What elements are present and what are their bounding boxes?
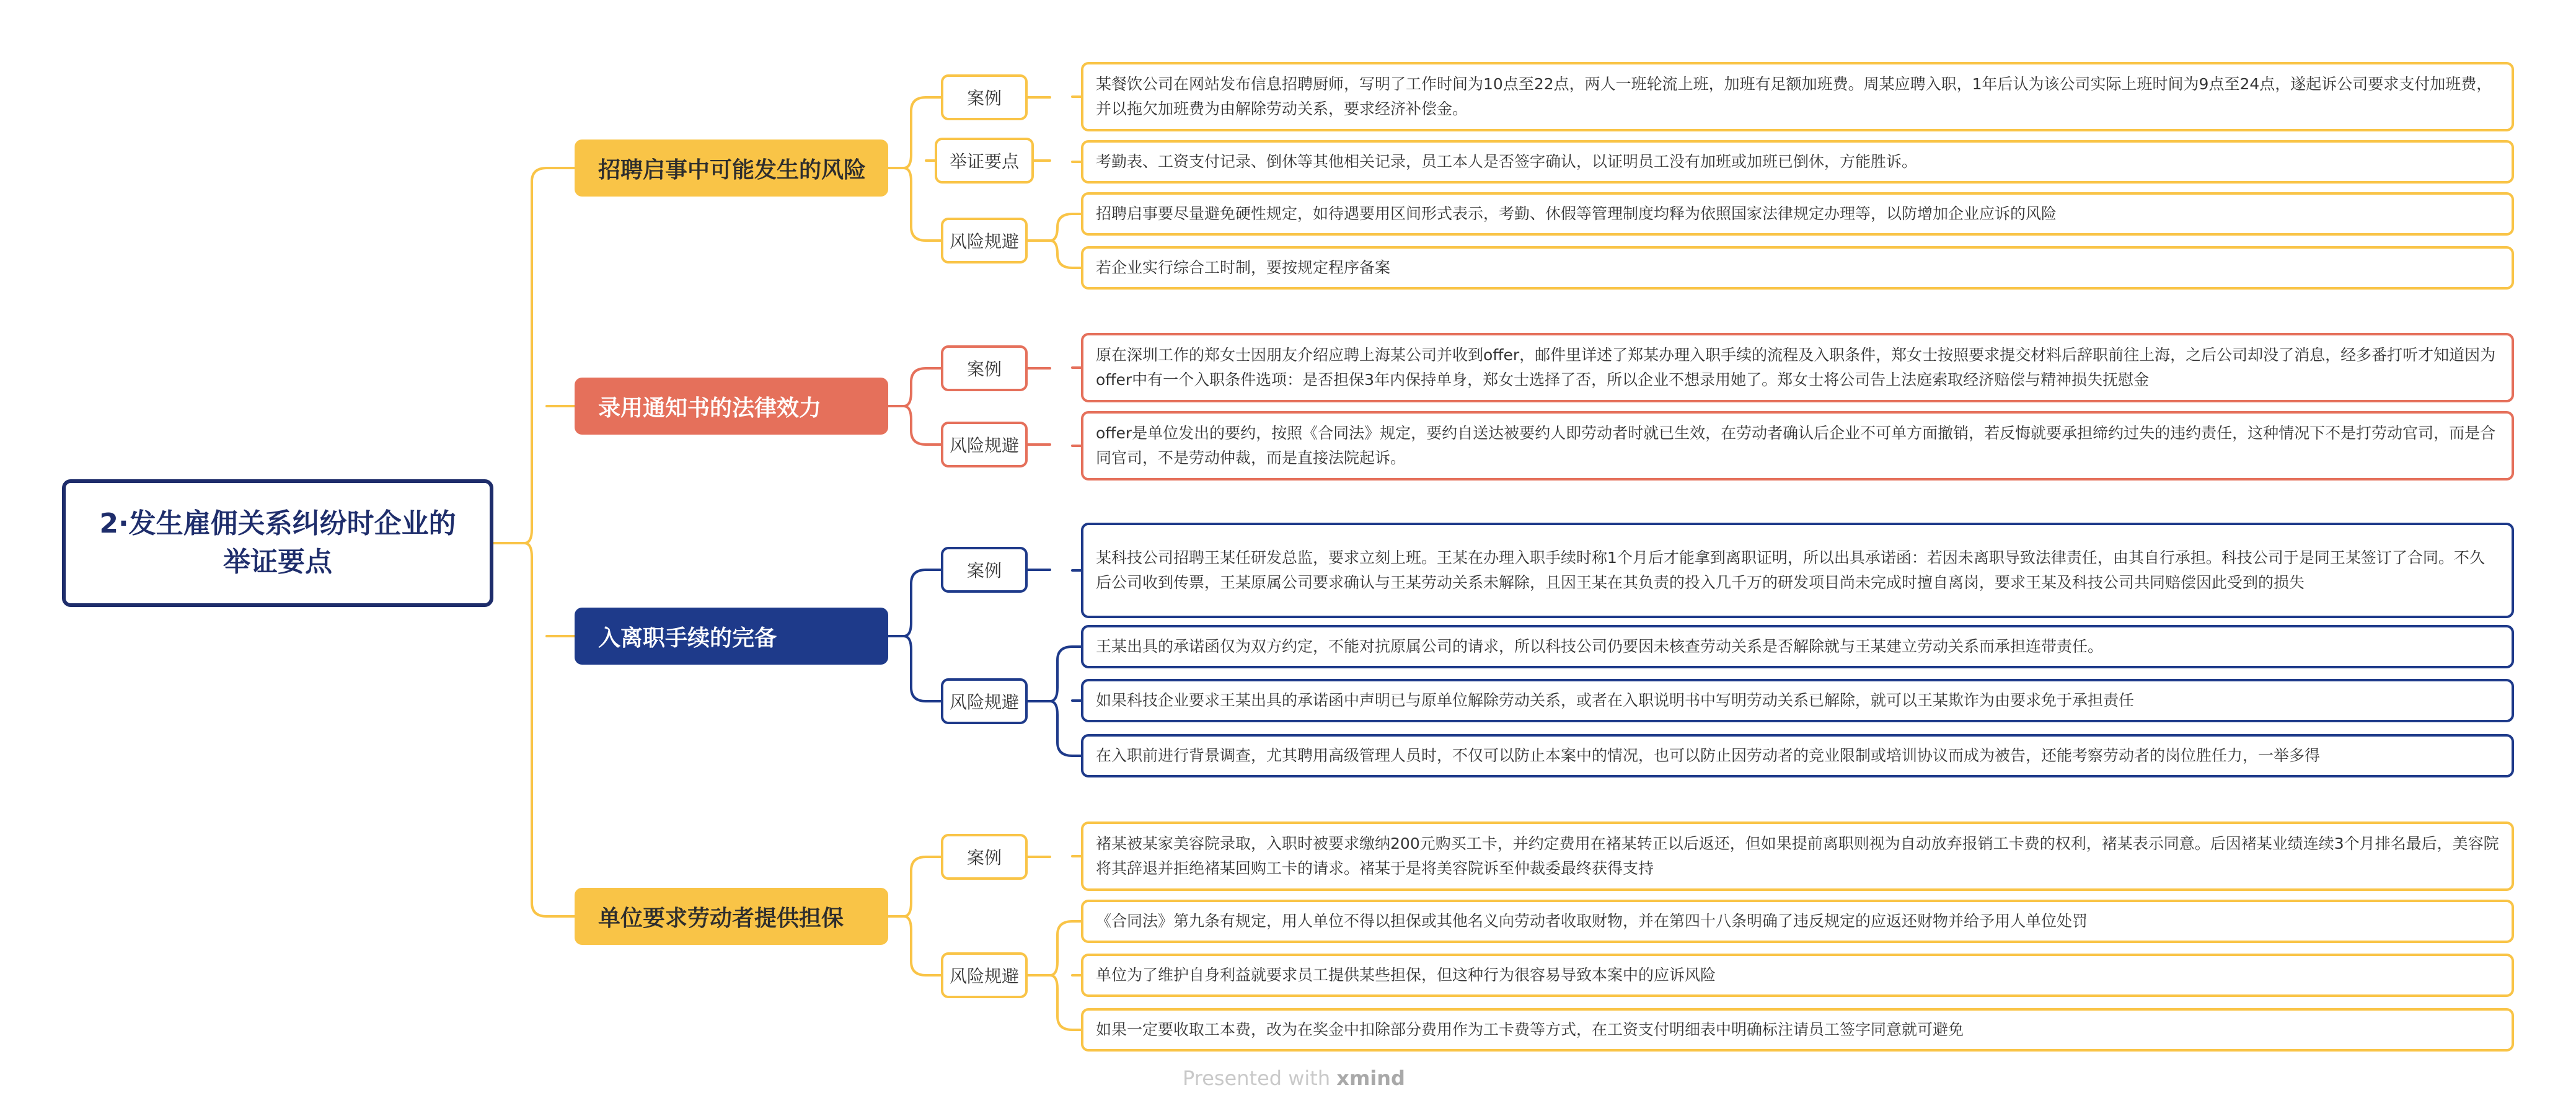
topic-connector-brace	[904, 570, 926, 701]
subtopic-label: 案例	[966, 560, 1002, 581]
subtopic-risk-avoidance[interactable]	[941, 952, 1028, 998]
subtopic-label: 举证要点	[949, 151, 1019, 172]
detail-note[interactable]	[1081, 679, 2514, 722]
subtopic-label: 案例	[966, 848, 1002, 868]
detail-text: 某餐饮公司在网站发布信息招聘厨师，写明了工作时间为10点至22点，两人一班轮流上班，加班有足额加班费。周某应聘入职，1年后认为该公司实际上班时间为9点至24点，遂起诉公司要求支付加班费，并以拖欠加班费为由解除劳动关系，要求经济补偿金。	[1096, 75, 2492, 118]
detail-note[interactable]	[1081, 333, 2514, 402]
detail-note[interactable]	[1081, 1008, 2514, 1052]
topic-connector-brace	[904, 857, 926, 975]
topic-offer-letter-validity[interactable]	[575, 378, 888, 435]
detail-note[interactable]	[1081, 62, 2514, 131]
detail-note[interactable]	[1081, 192, 2514, 236]
detail-text: 《合同法》第九条有规定，用人单位不得以担保或其他名义向劳动者收取财物，并在第四十八条明确了违反规定的应返还财物并给予用人单位处罚	[1096, 912, 2088, 930]
subtopic-label: 案例	[966, 359, 1002, 379]
detail-text: 如果一定要收取工本费，改为在奖金中扣除部分费用作为工卡费等方式，在工资支付明细表中明确标注请员工签字同意就可避免	[1096, 1021, 1964, 1038]
detail-note[interactable]	[1081, 954, 2514, 997]
detail-note[interactable]	[1081, 246, 2514, 290]
topic-label: 单位要求劳动者提供担保	[598, 905, 844, 931]
topic-label: 录用通知书的法律效力	[598, 395, 822, 421]
leaf-connector-brace	[1050, 921, 1072, 1030]
subtopic-label: 风险规避	[949, 231, 1019, 252]
subtopic-case[interactable]	[941, 834, 1028, 880]
subtopic-case[interactable]	[941, 74, 1028, 120]
detail-text: offer是单位发出的要约，按照《合同法》规定，要约自送达被要约人即劳动者时就已生效，在劳动者确认后企业不可单方面撤销，若反悔就要承担缔约过失的违约责任，这种情况下不是打劳动官司，而是合同官司，不是劳动仲裁，而是直接法院起诉。	[1096, 424, 2496, 467]
root-connector-brace	[524, 168, 547, 916]
footer-prefix: Presented with	[1183, 1066, 1331, 1090]
subtopic-risk-avoidance[interactable]	[941, 218, 1028, 264]
detail-text: 褚某被某家美容院录取，入职时被要求缴纳200元购买工卡，并约定费用在褚某转正以后返还，但如果提前离职则视为自动放弃报销工卡费的权利，褚某表示同意。后因褚某业绩连续3个月排名最后，美容院将其辞退并拒绝褚某回购工卡的请求。褚某于是将美容院诉至仲裁委最终获得支持	[1096, 835, 2499, 877]
topic-label: 招聘启事中可能发生的风险	[598, 157, 867, 183]
detail-text: 在入职前进行背景调查，尤其聘用高级管理人员时，不仅可以防止本案中的情况，也可以防止因劳动者的竞业限制或培训协议而成为被告，还能考察劳动者的岗位胜任力，一举多得	[1096, 746, 2321, 764]
detail-note[interactable]	[1081, 625, 2514, 668]
leaf-connector-brace	[1050, 214, 1072, 268]
detail-note[interactable]	[1081, 734, 2514, 777]
detail-note[interactable]	[1081, 140, 2514, 184]
subtopic-label: 案例	[966, 88, 1002, 108]
detail-text: 王某出具的承诺函仅为双方约定，不能对抗原属公司的请求，所以科技公司仍要因未核查劳动关系是否解除就与王某建立劳动关系而承担连带责任。	[1096, 637, 2104, 655]
detail-text: 招聘启事要尽量避免硬性规定，如待遇要用区间形式表示，考勤、休假等管理制度均释为依照国家法律规定办理等，以防增加企业应诉的风险	[1096, 205, 2057, 223]
subtopic-risk-avoidance[interactable]	[941, 678, 1028, 724]
detail-note[interactable]	[1081, 900, 2514, 943]
detail-text: 原在深圳工作的郑女士因朋友介绍应聘上海某公司并收到offer，邮件里详述了郑某办理入职手续的流程及入职条件，郑女士按照要求提交材料后辞职前往上海，之后公司却没了消息，经多番打听才知道因为offer中有一个入职条件选项：是否担保3年内保持单身，郑女士选择了否，所以企业不想录用她了。郑女士将公司告上法庭索取经济赔偿与精神损失抚慰金	[1096, 346, 2496, 389]
watermark-footer	[1183, 1066, 1405, 1090]
detail-text: 考勤表、工资支付记录、倒休等其他相关记录，员工本人是否签字确认，以证明员工没有加班或加班已倒休，方能胜诉。	[1096, 153, 1918, 170]
topic-label: 入离职手续的完备	[598, 625, 777, 651]
detail-text: 若企业实行综合工时制，要按规定程序备案	[1096, 259, 1391, 277]
root-topic[interactable]	[62, 479, 493, 607]
subtopic-label: 风险规避	[949, 435, 1019, 456]
topic-connector-brace	[904, 368, 926, 445]
detail-text: 如果科技企业要求王某出具的承诺函中声明已与原单位解除劳动关系，或者在入职说明书中写明劳动关系已解除，就可以王某欺诈为由要求免于承担责任	[1096, 691, 2135, 709]
detail-note[interactable]	[1081, 523, 2514, 618]
subtopic-risk-avoidance[interactable]	[941, 422, 1028, 467]
subtopic-label: 风险规避	[949, 966, 1019, 986]
subtopic-case[interactable]	[941, 547, 1028, 593]
detail-note[interactable]	[1081, 822, 2514, 891]
topic-onboarding-offboarding[interactable]	[575, 608, 888, 665]
subtopic-case[interactable]	[941, 345, 1028, 391]
topic-connector-brace	[904, 97, 926, 241]
subtopic-evidence-points[interactable]	[935, 138, 1034, 184]
leaf-connector-brace	[1050, 647, 1072, 756]
topic-recruitment-ad-risk[interactable]	[575, 140, 888, 197]
topic-employer-guarantee-demand[interactable]	[575, 888, 888, 945]
subtopic-label: 风险规避	[949, 692, 1019, 712]
detail-text: 单位为了维护自身利益就要求员工提供某些担保，但这种行为很容易导致本案中的应诉风险	[1096, 966, 1716, 984]
root-title: 2·发生雇佣关系纠纷时企业的举证要点	[99, 508, 456, 578]
detail-note[interactable]	[1081, 411, 2514, 480]
xmind-logo-text: xmind	[1336, 1066, 1405, 1090]
detail-text: 某科技公司招聘王某任研发总监，要求立刻上班。王某在办理入职手续时称1个月后才能拿到离职证明，所以出具承诺函：若因未离职导致法律责任，由其自行承担。科技公司于是同王某签订了合同。不久后公司收到传票，王某原属公司要求确认与王某劳动关系未解除，且因王某在其负责的投入几千万的研发项目尚未完成时擅自离岗，要求王某及科技公司共同赔偿因此受到的损失	[1096, 549, 2485, 591]
